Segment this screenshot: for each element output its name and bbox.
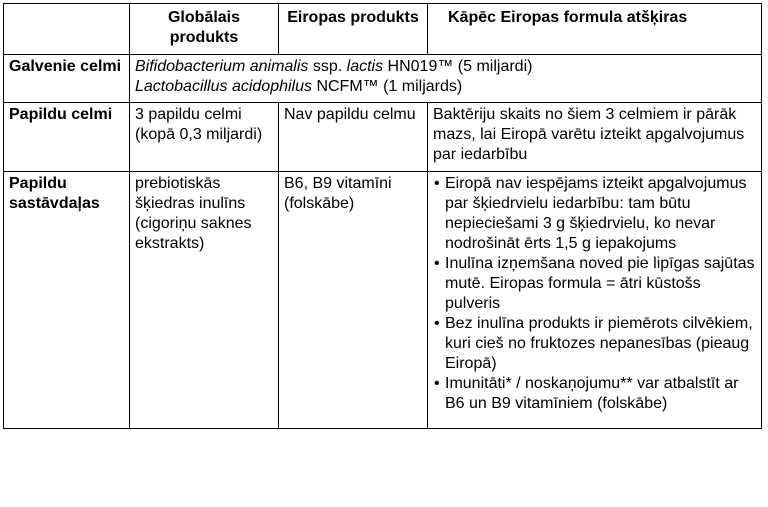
row-extra-ingredients [4, 172, 762, 429]
reason-text: Inulīna izņemšana noved pie lipīgas sajūtas mutē. Eiropas formula = ātri kūstošs pulveris [445, 255, 755, 312]
reason-text: Imunitāti* / noskaņojumu** var atbalstīt ar B6 un B9 vitamīniem (folskābe) [445, 375, 739, 412]
row-extra-strains [4, 103, 762, 172]
strain-2-genus: Lactobacillus acidophilus [135, 78, 312, 95]
strain-line-2 [135, 77, 758, 97]
extra-strains-europe: Nav papildu celmu [279, 103, 428, 172]
header-europe-product: Eiropas produkts [279, 4, 428, 55]
row-main-strains [4, 55, 762, 103]
header-row [4, 4, 762, 55]
bullet-icon: • [434, 375, 440, 392]
extra-strains-global: 3 papildu celmi (kopā 0,3 miljardi) [130, 103, 279, 172]
reason-text: Bez inulīna produkts ir piemērots cilvēkiem, kuri cieš no fruktozes nepanesības (pieaug Eiropā) [445, 315, 753, 372]
reason-text: Eiropā nav iespējams izteikt apgalvojumus par šķiedrvielu iedarbību: tam būtu nepieciešami 3 g šķiedrvielu, ko nevar nodrošināt ērts 1,5 g iepakojums [445, 175, 747, 252]
list-item [434, 374, 758, 414]
row-label-extra-ingredients: Papildu sastāvdaļas [4, 172, 130, 429]
list-item [434, 314, 758, 374]
bullet-icon: • [434, 175, 440, 192]
main-strains-cell [130, 55, 762, 103]
row-label-extra-strains: Papildu celmi [4, 103, 130, 172]
list-item [434, 254, 758, 314]
bullet-icon: • [434, 315, 440, 332]
strain-1-detail: HN019™ (5 miljardi) [383, 58, 533, 75]
extra-ingredients-global: prebiotiskās šķiedras inulīns (cigoriņu saknes ekstrakts) [130, 172, 279, 429]
extra-strains-reason: Baktēriju skaits no šiem 3 celmiem ir pārāk mazs, lai Eiropā varētu izteikt apgalvojumus par iedarbību [428, 103, 762, 172]
header-why-different: Kāpēc Eiropas formula atšķiras [428, 4, 762, 55]
bullet-icon: • [434, 255, 440, 272]
reasons-list [433, 174, 758, 414]
row-label-main-strains: Galvenie celmi [4, 55, 130, 103]
list-item [434, 174, 758, 254]
strain-1-ssp: ssp. [308, 58, 347, 75]
header-empty-cell [4, 4, 130, 55]
strain-2-detail: NCFM™ (1 miljards) [312, 78, 463, 95]
extra-ingredients-reasons [428, 172, 762, 429]
strain-line-1 [135, 57, 758, 77]
extra-ingredients-europe: B6, B9 vitamīni (folskābe) [279, 172, 428, 429]
strain-1-subspecies: lactis [346, 58, 384, 75]
strain-1-genus: Bifidobacterium animalis [135, 58, 309, 75]
header-global-product: Globālais produkts [130, 4, 279, 55]
comparison-table [3, 3, 762, 429]
